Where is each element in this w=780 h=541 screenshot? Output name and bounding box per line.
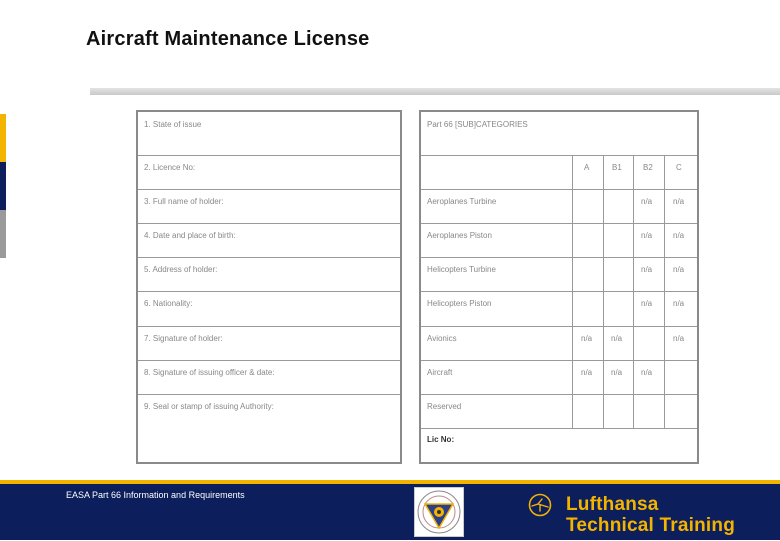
form-field-label: 4. Date and place of birth: — [144, 231, 236, 240]
row-divider — [138, 360, 400, 361]
row-divider — [421, 291, 697, 292]
form-field-label: 7. Signature of holder: — [144, 334, 223, 343]
row-divider — [421, 394, 697, 395]
license-form-right — [419, 110, 699, 464]
column-header-b1: B1 — [612, 163, 622, 172]
column-divider — [603, 155, 604, 428]
category-cell: n/a — [673, 197, 685, 206]
row-divider — [138, 257, 400, 258]
category-cell: n/a — [611, 368, 623, 377]
category-cell: n/a — [641, 265, 653, 274]
category-cell: n/a — [581, 368, 593, 377]
brand-name-line1: Lufthansa — [566, 494, 659, 515]
column-header-a: A — [584, 163, 590, 172]
title-rule — [90, 88, 780, 95]
row-divider — [138, 155, 400, 156]
column-divider — [572, 155, 573, 428]
categories-header: Part 66 [SUB]CATEGORIES — [427, 120, 528, 129]
form-field-label: 5. Address of holder: — [144, 265, 218, 274]
category-cell: n/a — [641, 231, 653, 240]
form-field-label: 2. Licence No: — [144, 163, 196, 172]
edge-accent-gray — [0, 210, 6, 258]
category-row-label: Aircraft — [427, 368, 453, 377]
row-divider — [138, 223, 400, 224]
category-cell: n/a — [641, 368, 653, 377]
row-divider — [421, 326, 697, 327]
row-divider — [421, 155, 697, 156]
category-row-label: Reserved — [427, 402, 462, 411]
row-divider — [138, 326, 400, 327]
row-divider — [421, 257, 697, 258]
category-row-label: Helicopters Turbine — [427, 265, 496, 274]
row-divider — [421, 189, 697, 190]
category-cell: n/a — [641, 197, 653, 206]
column-divider — [633, 155, 634, 428]
category-row-label: Avionics — [427, 334, 457, 343]
edge-accent-yellow — [0, 114, 6, 162]
license-form-left — [136, 110, 402, 464]
column-header-c: C — [676, 163, 682, 172]
lic-no-label: Lic No: — [427, 435, 455, 444]
category-row-label: Helicopters Piston — [427, 299, 492, 308]
category-cell: n/a — [673, 299, 685, 308]
form-field-label: 1. State of issue — [144, 120, 202, 129]
category-cell: n/a — [581, 334, 593, 343]
crane-logo-icon — [528, 493, 552, 517]
category-row-label: Aeroplanes Piston — [427, 231, 492, 240]
emblem-icon — [414, 487, 464, 537]
row-divider — [421, 360, 697, 361]
form-field-label: 6. Nationality: — [144, 299, 193, 308]
column-header-b2: B2 — [643, 163, 653, 172]
row-divider — [138, 189, 400, 190]
row-divider — [138, 291, 400, 292]
footer-accent-line — [0, 480, 780, 484]
column-divider — [664, 155, 665, 428]
form-field-label: 9. Seal or stamp of issuing Authority: — [144, 402, 274, 411]
row-divider — [421, 428, 697, 429]
row-divider — [421, 223, 697, 224]
row-divider — [138, 394, 400, 395]
form-field-label: 8. Signature of issuing officer & date: — [144, 368, 275, 377]
form-field-label: 3. Full name of holder: — [144, 197, 224, 206]
category-cell: n/a — [673, 334, 685, 343]
category-cell: n/a — [673, 265, 685, 274]
category-cell: n/a — [611, 334, 623, 343]
brand-name-line2: Technical Training — [566, 515, 736, 536]
category-cell: n/a — [673, 231, 685, 240]
category-row-label: Aeroplanes Turbine — [427, 197, 497, 206]
edge-accent-navy — [0, 162, 6, 210]
footer-text: EASA Part 66 Information and Requirements — [66, 490, 245, 500]
category-cell: n/a — [641, 299, 653, 308]
page-title: Aircraft Maintenance License — [86, 28, 370, 50]
